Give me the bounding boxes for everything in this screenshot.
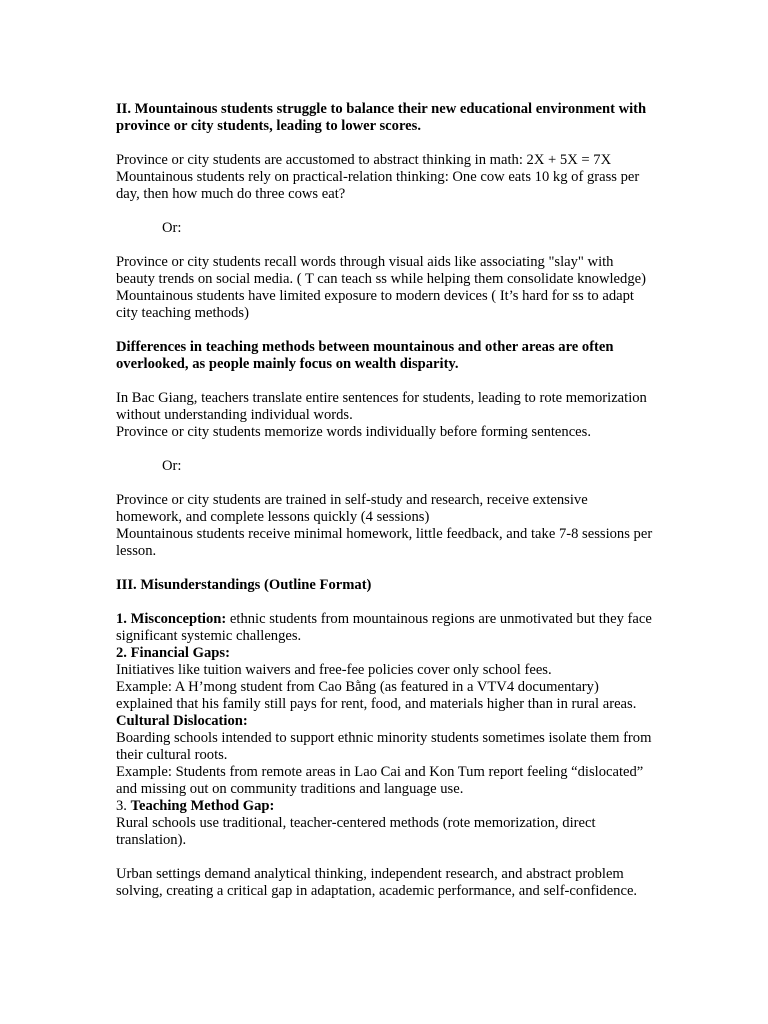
teaching-method-gap-line-1: Rural schools use traditional, teacher-centered methods (rote memorization, direct translation).	[116, 815, 596, 848]
teaching-method-gap-label: Teaching Method Gap:	[130, 798, 275, 814]
financial-gaps-example: Example: A H’mong student from Cao Bằng (as featured in a VTV4 documentary) explained that his family still pays for rent, food, and materials higher than in rural areas.	[116, 679, 637, 712]
or-separator-1: Or:	[162, 220, 182, 236]
city-self-study-line: Province or city students are trained in self-study and research, receive extensive homework, and complete lessons quickly (4 sessions)	[116, 492, 588, 525]
teaching-method-gap-item	[116, 798, 656, 815]
translation-comparison-paragraph	[116, 390, 656, 441]
bac-giang-line: In Bac Giang, teachers translate entire sentences for students, leading to rote memorization without understanding individual words.	[116, 390, 647, 423]
closing-paragraph: Urban settings demand analytical thinking, independent research, and abstract problem solving, creating a critical gap in adaptation, academic performance, and self-confidence.	[116, 866, 638, 899]
misconception-item	[116, 611, 656, 645]
mountain-math-line: Mountainous students rely on practical-relation thinking: One cow eats 10 kg of grass per day, then how much do three cows eat?	[116, 169, 640, 202]
homework-comparison-paragraph	[116, 492, 656, 560]
teaching-differences-subheading: Differences in teaching methods between mountainous and other areas are often overlooked, as people mainly focus on wealth disparity.	[116, 339, 614, 372]
math-comparison-paragraph	[116, 152, 656, 203]
cultural-dislocation-label: Cultural Dislocation:	[116, 713, 248, 729]
section-3-heading: III. Misunderstandings (Outline Format)	[116, 577, 372, 593]
cultural-dislocation-example: Example: Students from remote areas in Lao Cai and Kon Tum report feeling “dislocated” and missing out on community traditions and language use.	[116, 764, 644, 797]
mountain-homework-line: Mountainous students receive minimal homework, little feedback, and take 7-8 sessions per lesson.	[116, 526, 653, 559]
vocabulary-comparison-paragraph	[116, 254, 656, 322]
city-math-line: Province or city students are accustomed to abstract thinking in math: 2X + 5X = 7X	[116, 152, 612, 168]
misconception-label: 1. Misconception:	[116, 611, 227, 627]
misconception-text: ethnic students from mountainous regions are unmotivated but they face significant systemic challenges.	[116, 611, 652, 644]
cultural-dislocation-line-1: Boarding schools intended to support ethnic minority students sometimes isolate them from their cultural roots.	[116, 730, 652, 763]
city-memorize-line: Province or city students memorize words individually before forming sentences.	[116, 424, 591, 440]
city-vocabulary-line: Province or city students recall words through visual aids like associating "slay" with beauty trends on social media. ( T can teach ss while helping them consolidate knowledge)	[116, 254, 646, 287]
teaching-method-gap-number: 3.	[116, 798, 131, 814]
financial-gaps-label: 2. Financial Gaps:	[116, 645, 230, 661]
or-separator-2: Or:	[162, 458, 182, 474]
document-page	[116, 101, 656, 900]
section-2-heading: II. Mountainous students struggle to balance their new educational environment with province or city students, leading to lower scores.	[116, 101, 647, 134]
financial-gaps-line-1: Initiatives like tuition waivers and free-fee policies cover only school fees.	[116, 662, 552, 678]
mountain-devices-line: Mountainous students have limited exposure to modern devices ( It’s hard for ss to adapt city teaching methods)	[116, 288, 634, 321]
